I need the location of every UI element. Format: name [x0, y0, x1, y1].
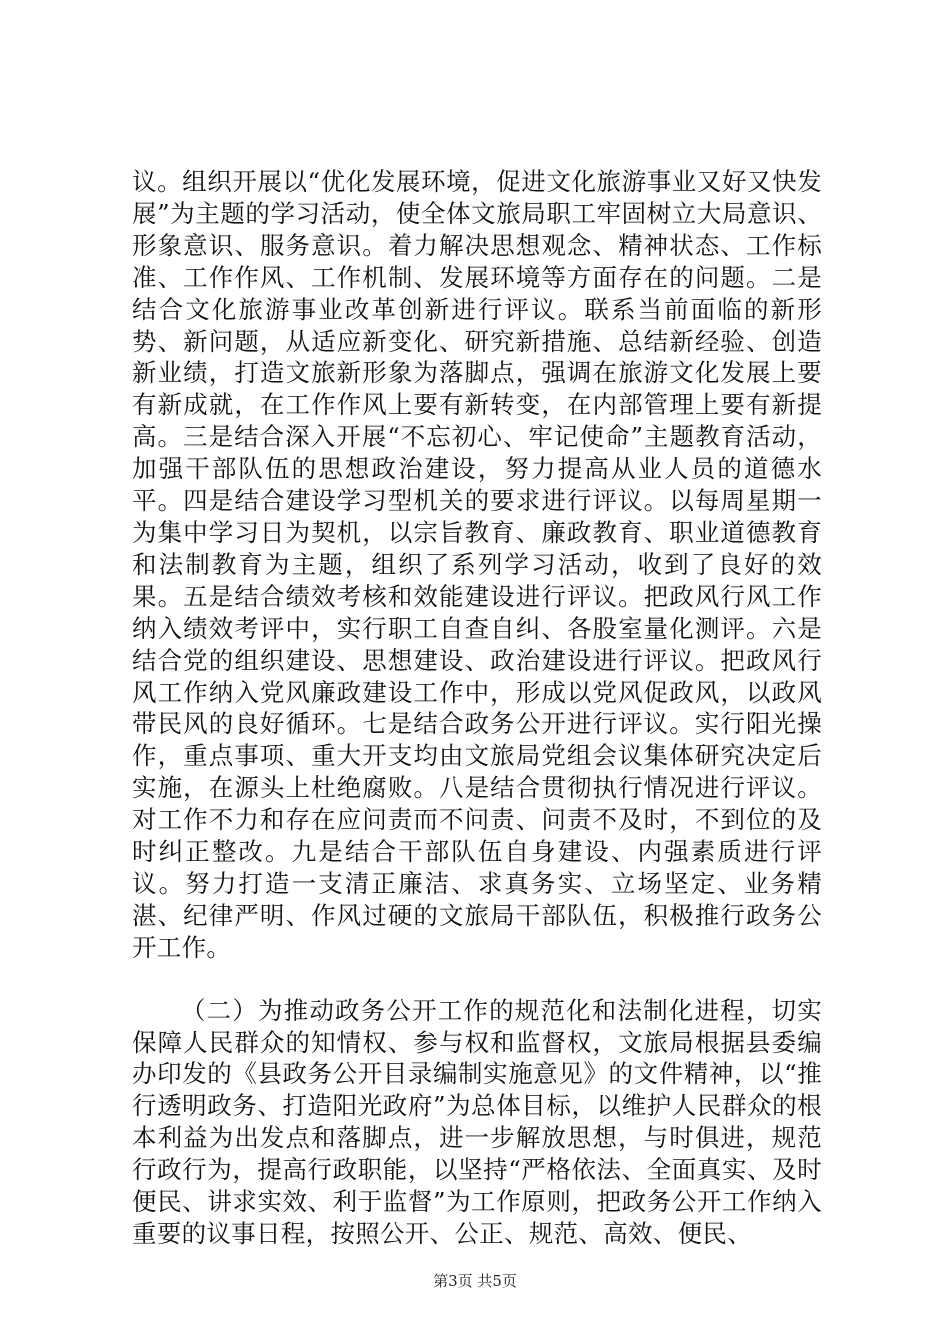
body-paragraph-2: （二）为推动政务公开工作的规范化和法制化进程，切实保障人民群众的知情权、参与权和监督权，文旅局根据县委编办印发的《县政务公开目录编制实施意见》的文件精神，以“推行透明政务、打造阳光政府”为总体目标，以维护人民群众的根本利益为出发点和落脚点，进一步解放思想，与时俱进，规范行政行为，提高行政职能，以坚持“严格依法、全面真实、及时便民、讲求实效、利于监督”为工作原则，把政务公开工作纳入重要的议事日程，按照公开、公正、规范、高效、便民、 [132, 995, 823, 1248]
page-number-footer: 第3页 共5页 [433, 1272, 517, 1290]
body-paragraph-1: 议。组织开展以“优化发展环境，促进文化旅游事业又好又快发展”为主题的学习活动，使全体文旅局职工牢固树立大局意识、形象意识、服务意识。着力解决思想观念、精神状态、工作标准、工作作风、工作机制、发展环境等方面存在的问题。二是结合文化旅游事业改革创新进行评议。联系当前面临的新形势、新问题，从适应新变化、研究新措施、总结新经验、创造新业绩，打造文旅新形象为落脚点，强调在旅游文化发展上要有新成就，在工作作风上要有新转变，在内部管理上要有新提高。三是结合深入开展“不忘初心、牢记使命”主题教育活动，加强干部队伍的思想政治建设，努力提高从业人员的道德水平。四是结合建设学习型机关的要求进行评议。以每周星期一为集中学习日为契机，以宗旨教育、廉政教育、职业道德教育和法制教育为主题，组织了系列学习活动，收到了良好的效果。五是结合绩效考核和效能建设进行评议。把政风行风工作纳入绩效考评中，实行职工自查自纠、各股室量化测评。六是结合党的组织建设、思想建设、政治建设进行评议。把政风行风工作纳入党风廉政建设工作中，形成以党风促政风，以政风带民风的良好循环。七是结合政务公开进行评议。实行阳光操作，重点事项、重大开支均由文旅局党组会议集体研究决定后实施，在源头上杜绝腐败。八是结合贯彻执行情况进行评议。对工作不力和存在应问责而不问责、问责不及时，不到位的及时纠正整改。九是结合干部队伍自身建设、内强素质进行评议。努力打造一支清正廉洁、求真务实、立场坚定、业务精湛、纪律严明、作风过硬的文旅局干部队伍，积极推行政务公开工作。 [132, 167, 823, 962]
document-body [132, 166, 822, 1250]
